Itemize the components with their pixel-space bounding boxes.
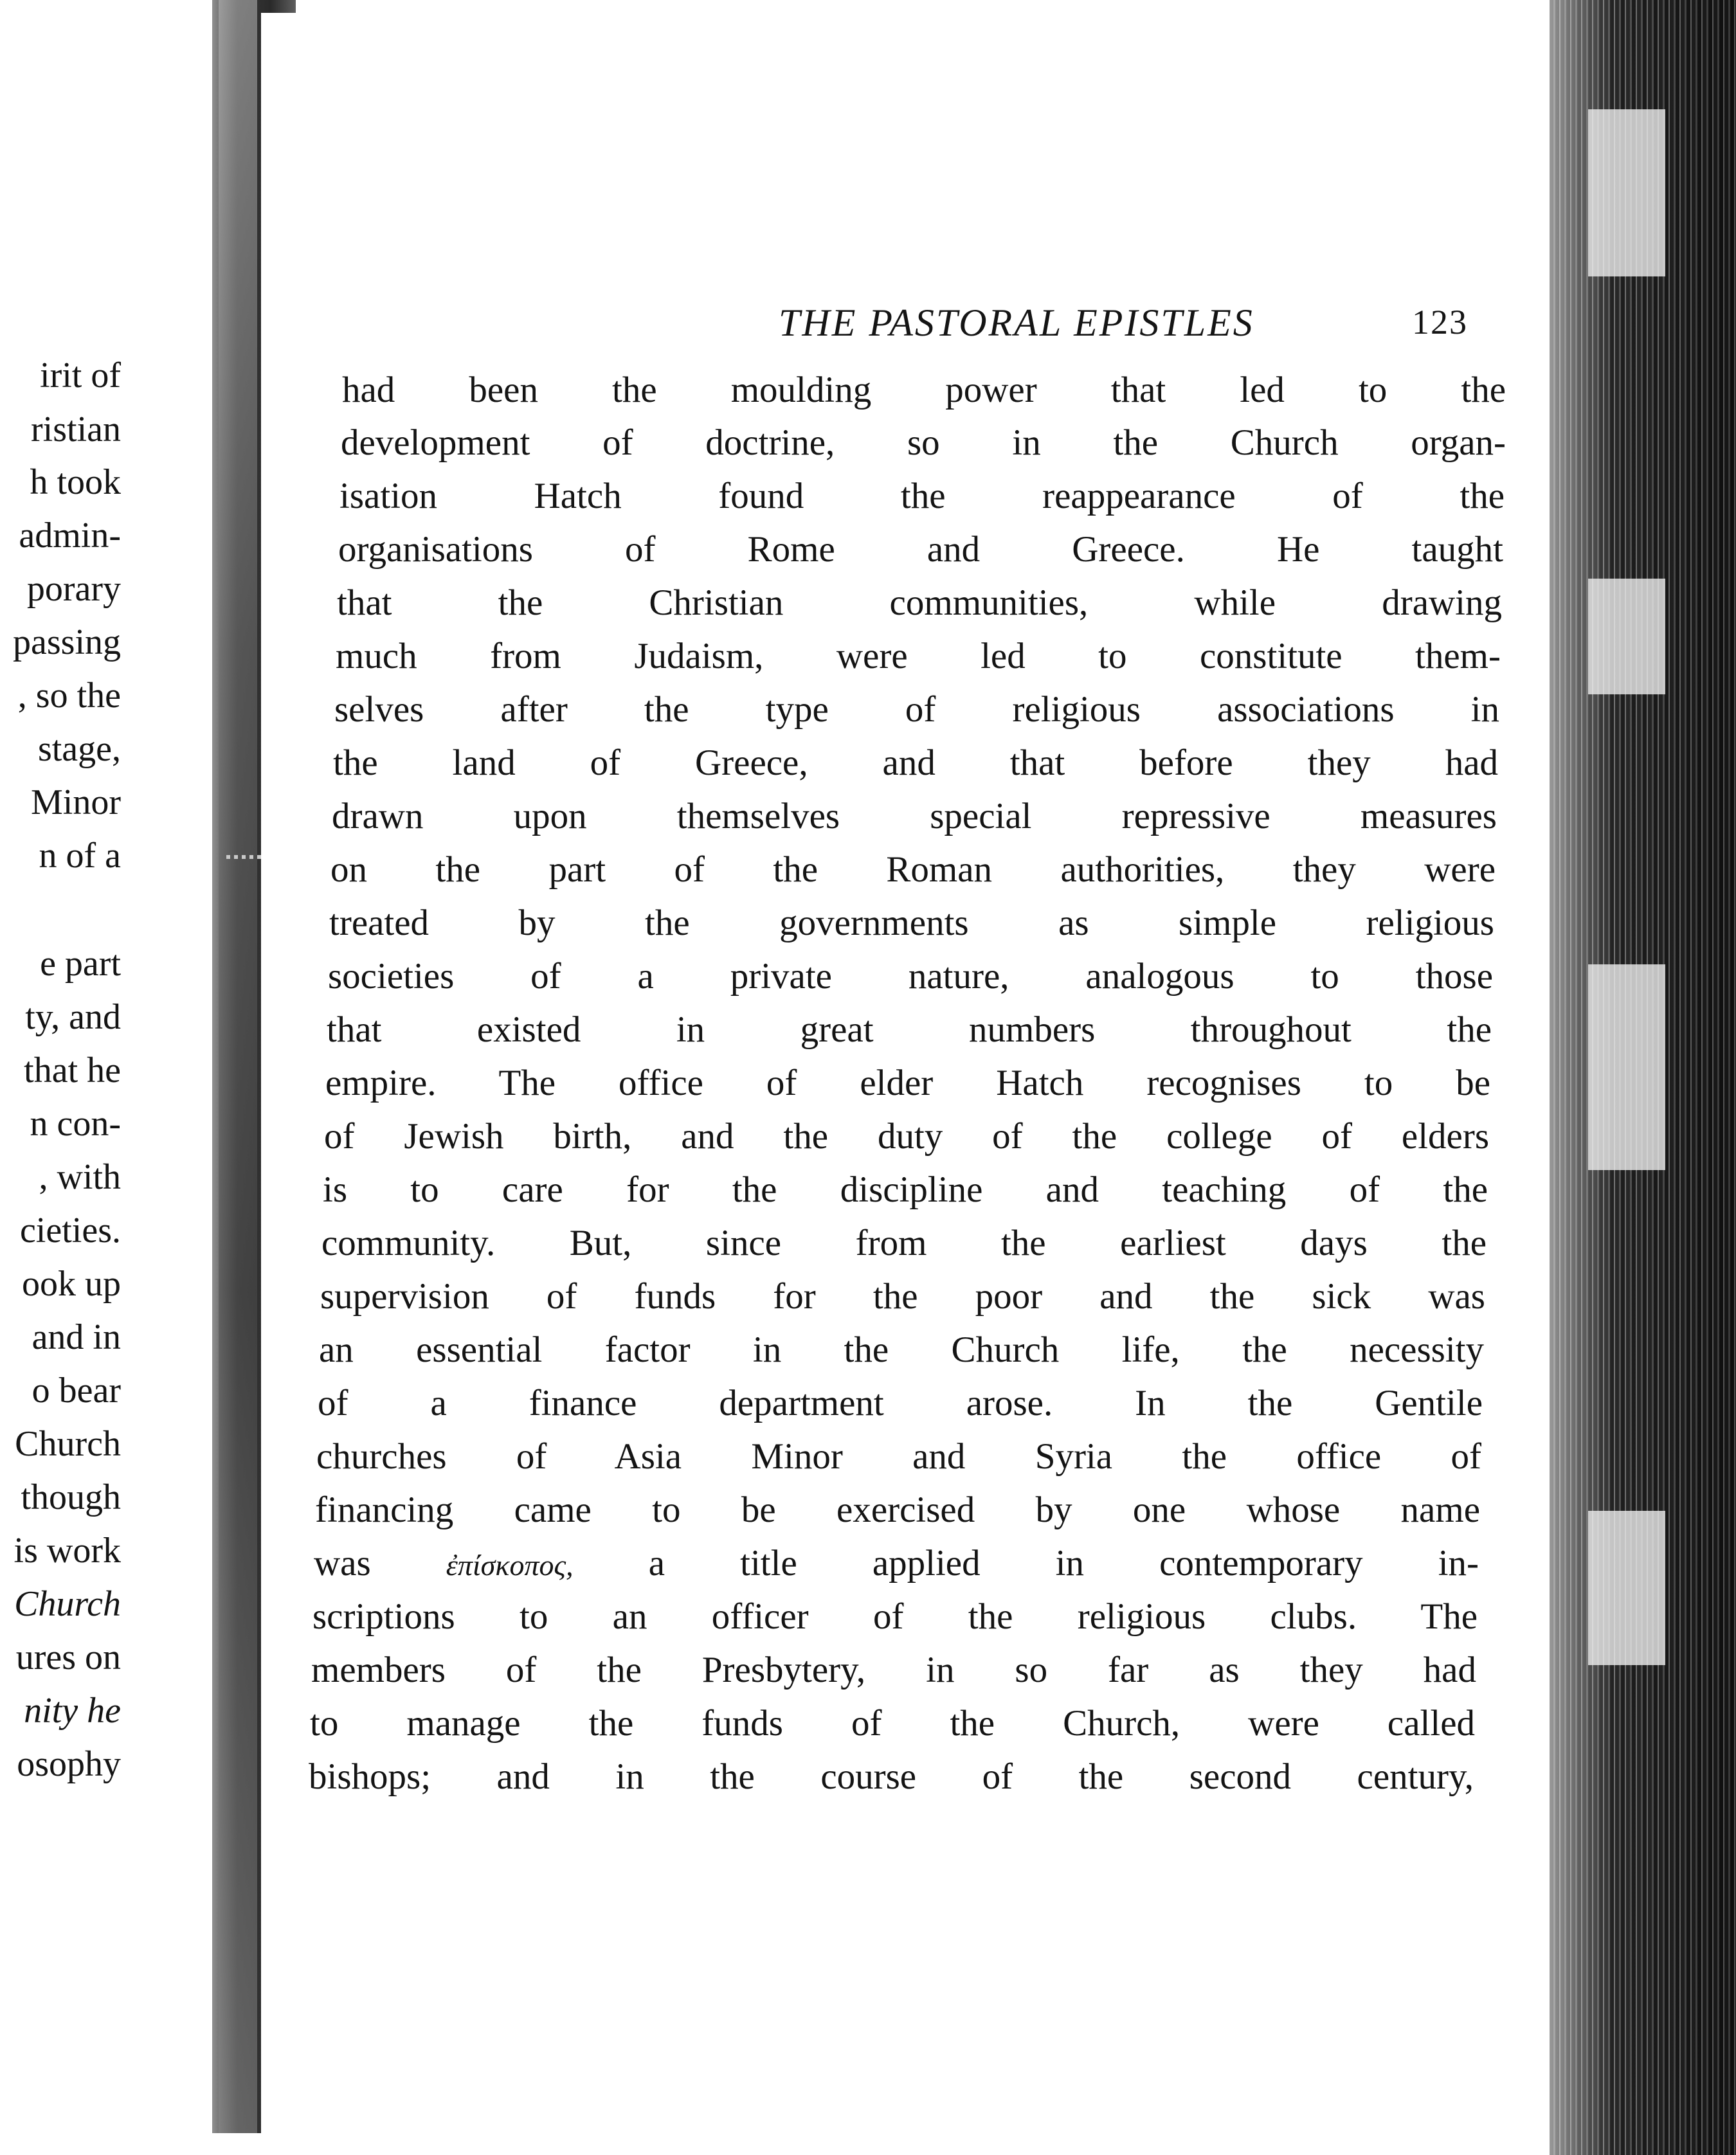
body-text-line: supervision of funds for the poor and the sick was [320,1276,1485,1317]
left-page-line: ristian [31,410,121,449]
left-page-line: admin- [19,516,121,555]
page-edge-highlight [1588,109,1665,276]
greek-line-rest: a title applied in contemporary in- [648,1543,1479,1583]
left-page-line: ty, and [25,997,121,1037]
left-page-line: and in [32,1317,121,1357]
body-text-line: empire. The office of elder Hatch recognises to be [325,1063,1490,1103]
left-page-line: ook up [22,1264,121,1304]
left-page-line: , so the [17,676,121,716]
left-page-line: ures on [15,1637,121,1677]
body-text-line: of a finance department arose. In the Gentile [318,1383,1483,1423]
body-text-line: scriptions to an officer of the religious clubs. The [312,1596,1478,1637]
body-text-line: on the part of the Roman authorities, they were [330,849,1496,890]
right-page [261,13,1553,2155]
body-text-line: to manage the funds of the Church, were called [310,1703,1475,1744]
body-text-line: drawn upon themselves special repressive measures [332,796,1497,836]
body-text-line: bishops; and in the course of the second century, [309,1756,1474,1797]
body-text-line: that the Christian communities, while drawing [337,582,1502,623]
left-page-line: o bear [32,1371,121,1411]
body-text-line: organisations of Rome and Greece. He taught [338,529,1503,570]
greek-prefix: was [314,1543,371,1583]
body-text-line: financing came to be exercised by one whose name [315,1490,1480,1530]
body-text-line: development of doctrine, so in the Church organ- [341,422,1506,463]
left-page-line: osophy [17,1744,121,1784]
body-text-line: much from Judaism, were led to constitute them- [336,636,1501,676]
left-page-line: passing [13,622,121,662]
body-text-line: had been the moulding power that led to the [342,370,1506,410]
left-page-line: porary [26,569,121,609]
scan-bottom-margin [0,2133,1550,2155]
left-page-line: e part [40,944,121,984]
body-text-line: that existed in great numbers throughout the [327,1009,1492,1050]
body-text-line: the land of Greece, and that before they had [333,743,1498,783]
left-page-line: , with [39,1157,121,1197]
left-page-line: h took [30,462,121,502]
left-page-line: irit of [40,356,121,395]
left-page-line: n of a [39,836,121,876]
gutter-marks [226,855,265,859]
body-text-line: treated by the governments as simple religious [329,903,1494,943]
left-page-line: that he [24,1050,121,1090]
page-edge-highlight [1588,1511,1665,1665]
running-head: THE PASTORAL EPISTLES [779,302,1254,344]
body-text-line: societies of a private nature, analogous to those [328,956,1493,996]
body-text-line: is to care for the discipline and teaching of the [323,1169,1488,1210]
left-page-line: is work [14,1531,121,1571]
left-page-line: Church [15,1424,121,1464]
body-text-line-greek [314,1545,1479,1582]
body-text-line: an essential factor in the Church life, the necessity [319,1330,1484,1370]
page-number: 123 [1412,303,1468,341]
body-text-line: members of the Presbytery, in so far as they had [311,1650,1476,1690]
left-page-line: n con- [30,1104,121,1144]
left-page-line: stage, [37,729,121,769]
left-page-line: Church [14,1584,121,1624]
page-edge-highlight [1588,579,1665,694]
body-text-line: of Jewish birth, and the duty of the college of elders [324,1116,1489,1157]
left-page-line: cieties. [19,1211,121,1250]
gutter-shadow [219,0,257,2155]
greek-word: ἐπίσκοπος, [446,1549,574,1582]
left-page-line: nity he [24,1691,121,1731]
body-text-line: community. But, since from the earliest days the [321,1223,1487,1263]
body-text-line: isation Hatch found the reappearance of the [339,476,1505,516]
left-facing-page [0,0,212,2155]
left-page-line: though [21,1477,121,1517]
left-page-line: Minor [31,782,121,822]
body-text-line: selves after the type of religious associations in [334,689,1499,730]
page-edge-highlight [1588,964,1665,1170]
body-text-line: churches of Asia Minor and Syria the office of [316,1436,1481,1477]
